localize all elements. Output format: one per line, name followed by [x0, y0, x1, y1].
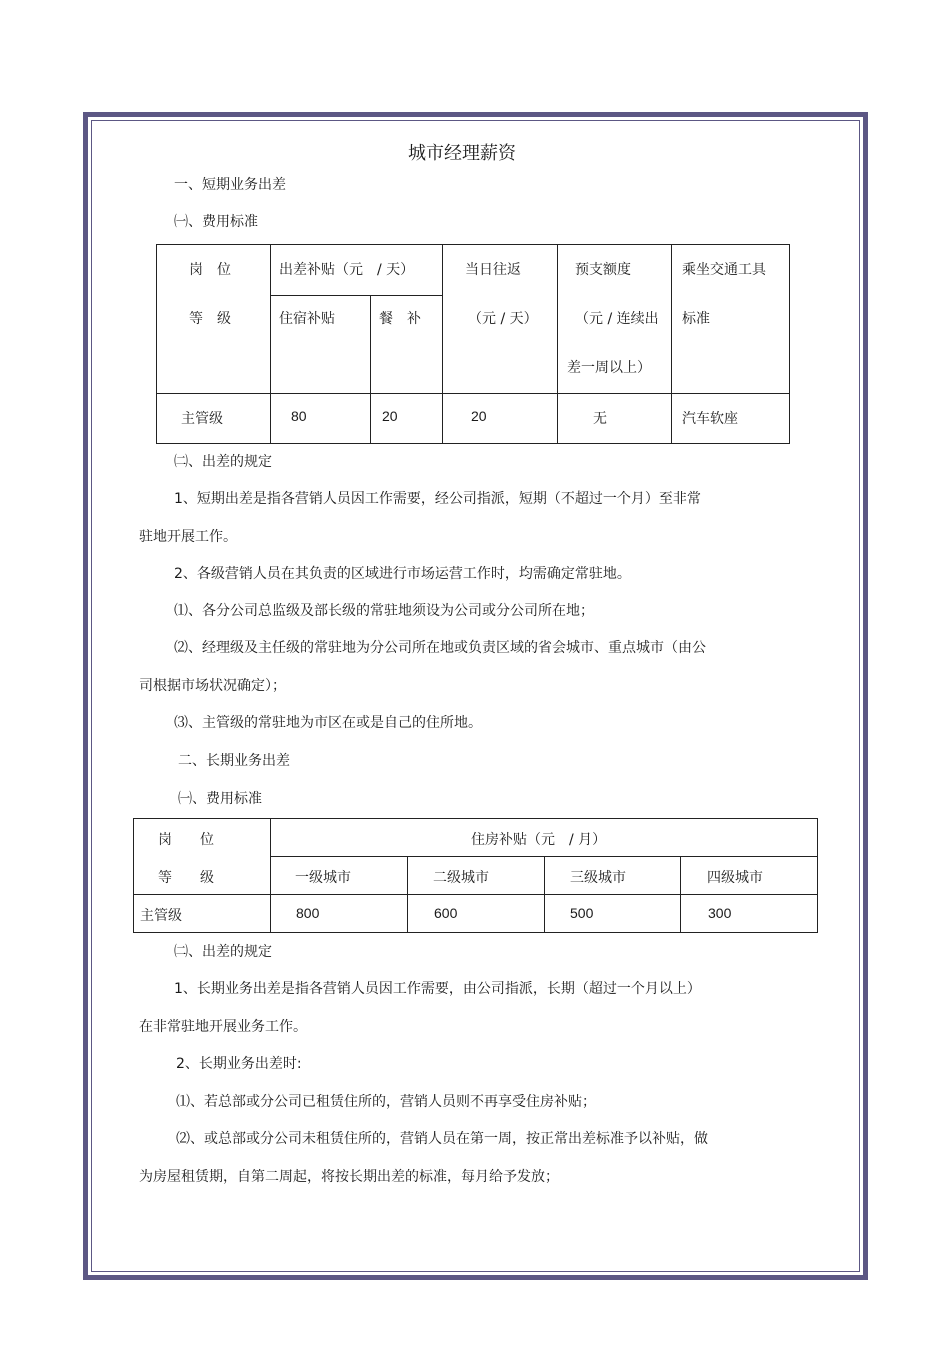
section2-heading: 二、长期业务出差 — [178, 753, 290, 769]
header-level: 等 级 — [158, 870, 214, 886]
header-role-level — [134, 819, 271, 895]
header-meal: 餐 补 — [371, 296, 443, 394]
header-advance-limit: 预支额度 （元 / 连续出 差一周以上） — [558, 245, 672, 394]
section2-fee-standard-heading: ㈠、费用标准 — [178, 791, 262, 807]
section1-paragraph: ⑵、经理级及主任级的常驻地为分公司所在地或负责区域的省会城市、重点城市（由公 — [174, 640, 706, 656]
section2-paragraph: 1、长期业务出差是指各营销人员因工作需要，由公司指派，长期（超过一个月以上） — [174, 981, 701, 997]
header-transport: 乘坐交通工具 标准 — [672, 245, 790, 394]
row-city1: 800 — [296, 905, 320, 921]
table-row — [134, 895, 818, 933]
row-city4: 300 — [708, 905, 732, 921]
header-allowance: 出差补贴（元 / 天） — [271, 245, 443, 296]
header-role: 岗 位 — [189, 262, 231, 278]
row-advance: 无 — [593, 411, 607, 427]
section2-paragraph: 为房屋租赁期，自第二周起，将按长期出差的标准，每月给予发放； — [139, 1169, 559, 1185]
row-lodging: 80 — [291, 408, 307, 424]
section1-heading: 一、短期业务出差 — [174, 177, 286, 193]
section1-fee-standard-heading: ㈠、费用标准 — [174, 214, 258, 230]
section1-paragraph: 1、短期出差是指各营销人员因工作需要，经公司指派，短期（不超过一个月）至非常 — [174, 491, 701, 507]
section2-paragraph: 在非常驻地开展业务工作。 — [139, 1019, 307, 1035]
section2-paragraph: ⑴、若总部或分公司已租赁住所的，营销人员则不再享受住房补贴； — [176, 1094, 596, 1110]
section1-paragraph: ⑶、主管级的常驻地为市区在或是自己的住所地。 — [174, 715, 482, 731]
section2-rules-heading: ㈡、出差的规定 — [174, 944, 272, 960]
header-role-level — [157, 245, 271, 394]
header-role: 岗 位 — [158, 832, 214, 848]
section2-paragraph: ⑵、或总部或分公司未租赁住所的，营销人员在第一周，按正常出差标准予以补贴，做 — [176, 1131, 708, 1147]
section1-rules-heading: ㈡、出差的规定 — [174, 454, 272, 470]
long-trip-fee-table — [133, 818, 818, 933]
header-city4: 四级城市 — [681, 857, 818, 895]
row-city3: 500 — [570, 905, 594, 921]
header-city1: 一级城市 — [271, 857, 408, 895]
section1-paragraph: 司根据市场状况确定）； — [139, 678, 286, 694]
row-transport: 汽车软座 — [682, 411, 738, 427]
row-sameday: 20 — [471, 408, 487, 424]
section1-paragraph: 2、各级营销人员在其负责的区域进行市场运营工作时，均需确定常驻地。 — [174, 566, 631, 582]
header-level: 等 级 — [189, 311, 231, 327]
header-lodging: 住宿补贴 — [271, 296, 371, 394]
row-city2: 600 — [434, 905, 458, 921]
header-city3: 三级城市 — [545, 857, 681, 895]
page-title: 城市经理薪资 — [408, 143, 516, 164]
header-same-day: 当日往返 （元 / 天） — [443, 245, 558, 394]
section1-paragraph: ⑴、各分公司总监级及部长级的常驻地须设为公司或分公司所在地； — [174, 603, 594, 619]
row-level: 主管级 — [140, 908, 182, 924]
row-level: 主管级 — [181, 411, 223, 427]
row-meal: 20 — [382, 408, 398, 424]
header-housing: 住房补贴（元 / 月） — [271, 819, 818, 857]
short-trip-fee-table — [156, 244, 790, 444]
section1-paragraph: 驻地开展工作。 — [139, 529, 237, 545]
section2-paragraph: 2、长期业务出差时: — [176, 1056, 302, 1072]
table-row — [157, 394, 790, 444]
header-city2: 二级城市 — [408, 857, 545, 895]
